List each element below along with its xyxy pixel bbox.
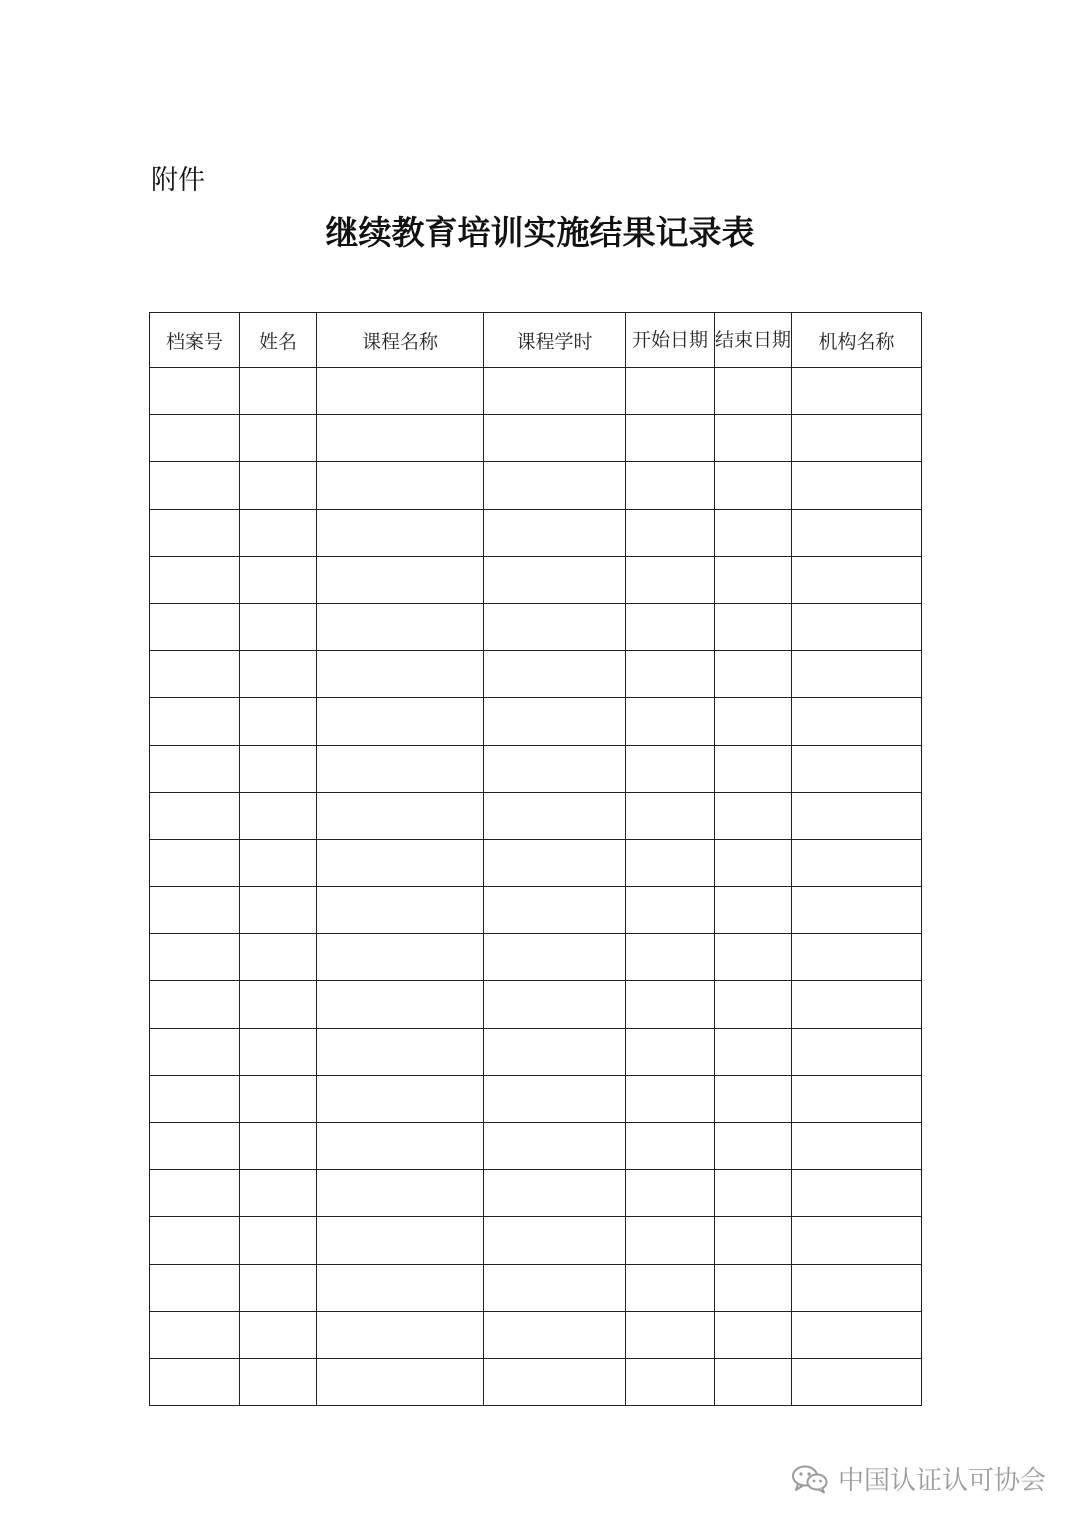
table-cell[interactable]	[792, 1028, 922, 1075]
table-cell[interactable]	[317, 1028, 484, 1075]
table-cell[interactable]	[317, 462, 484, 509]
table-cell[interactable]	[240, 1075, 317, 1122]
table-cell[interactable]	[715, 651, 792, 698]
table-row	[150, 1264, 922, 1311]
table-cell[interactable]	[150, 368, 240, 415]
table-cell[interactable]	[240, 839, 317, 886]
table-cell[interactable]	[150, 792, 240, 839]
table-cell[interactable]	[240, 1217, 317, 1264]
table-cell[interactable]	[150, 415, 240, 462]
table-cell[interactable]	[626, 1075, 715, 1122]
table-cell[interactable]	[240, 368, 317, 415]
table-cell[interactable]	[317, 698, 484, 745]
table-row	[150, 839, 922, 886]
table-cell[interactable]	[484, 556, 626, 603]
table-cell[interactable]	[715, 556, 792, 603]
table-cell[interactable]	[484, 745, 626, 792]
table-cell[interactable]	[626, 887, 715, 934]
table-row	[150, 1123, 922, 1170]
table-cell[interactable]	[484, 1358, 626, 1405]
table-cell[interactable]	[317, 934, 484, 981]
table-cell[interactable]	[792, 1311, 922, 1358]
table-cell[interactable]	[626, 415, 715, 462]
table-row	[150, 934, 922, 981]
table-cell[interactable]	[150, 651, 240, 698]
table-cell[interactable]	[317, 839, 484, 886]
table-cell[interactable]	[484, 651, 626, 698]
table-cell[interactable]	[715, 462, 792, 509]
table-cell[interactable]	[484, 1028, 626, 1075]
table-cell[interactable]	[240, 1264, 317, 1311]
table-cell[interactable]	[626, 462, 715, 509]
table-cell[interactable]	[792, 1264, 922, 1311]
table-cell[interactable]	[240, 509, 317, 556]
table-cell[interactable]	[626, 1311, 715, 1358]
table-cell[interactable]	[484, 934, 626, 981]
table-cell[interactable]	[150, 462, 240, 509]
table-cell[interactable]	[240, 1170, 317, 1217]
table-cell[interactable]	[150, 1358, 240, 1405]
table-cell[interactable]	[150, 1028, 240, 1075]
table-cell[interactable]	[240, 698, 317, 745]
table-cell[interactable]	[317, 1264, 484, 1311]
table-cell[interactable]	[626, 792, 715, 839]
table-cell[interactable]	[484, 698, 626, 745]
table-cell[interactable]	[715, 698, 792, 745]
table-cell[interactable]	[626, 1217, 715, 1264]
table-row	[150, 1075, 922, 1122]
table-cell[interactable]	[484, 368, 626, 415]
table-cell[interactable]	[715, 1311, 792, 1358]
table-cell[interactable]	[626, 603, 715, 650]
table-cell[interactable]	[240, 981, 317, 1028]
table-cell[interactable]	[150, 1075, 240, 1122]
table-cell[interactable]	[317, 745, 484, 792]
table-cell[interactable]	[792, 934, 922, 981]
table-cell[interactable]	[792, 1217, 922, 1264]
table-cell[interactable]	[150, 556, 240, 603]
table-row	[150, 603, 922, 650]
table-cell[interactable]	[715, 981, 792, 1028]
table-cell[interactable]	[150, 1170, 240, 1217]
table-cell[interactable]	[317, 1123, 484, 1170]
table-cell[interactable]	[792, 509, 922, 556]
table-cell[interactable]	[484, 1311, 626, 1358]
table-row	[150, 1170, 922, 1217]
table-cell[interactable]	[240, 556, 317, 603]
table-cell[interactable]	[317, 981, 484, 1028]
table-cell[interactable]	[240, 1123, 317, 1170]
table-cell[interactable]	[317, 1217, 484, 1264]
table-cell[interactable]	[715, 368, 792, 415]
table-cell[interactable]	[715, 1075, 792, 1122]
table-cell[interactable]	[626, 698, 715, 745]
table-cell[interactable]	[317, 651, 484, 698]
wechat-icon	[790, 1464, 830, 1494]
table-cell[interactable]	[715, 792, 792, 839]
watermark-text: 中国认证认可协会	[837, 1466, 1046, 1496]
table-cell[interactable]	[317, 1075, 484, 1122]
table-cell[interactable]	[150, 1311, 240, 1358]
table-cell[interactable]	[240, 462, 317, 509]
table-header-row	[150, 313, 922, 368]
table-cell[interactable]	[484, 1264, 626, 1311]
table-cell[interactable]	[715, 1217, 792, 1264]
table-cell[interactable]	[626, 1358, 715, 1405]
table-cell[interactable]	[792, 792, 922, 839]
table-cell[interactable]	[792, 603, 922, 650]
table-cell[interactable]	[626, 1170, 715, 1217]
table-cell[interactable]	[626, 509, 715, 556]
column-header-institution-name: 机构名称	[792, 313, 922, 368]
table-body	[150, 368, 922, 1406]
table-cell[interactable]	[150, 934, 240, 981]
table-row	[150, 1358, 922, 1405]
table-row	[150, 792, 922, 839]
table-row	[150, 556, 922, 603]
table-cell[interactable]	[792, 698, 922, 745]
table-cell[interactable]	[715, 887, 792, 934]
table-cell[interactable]	[240, 745, 317, 792]
table-cell[interactable]	[150, 981, 240, 1028]
page-title: 继续教育培训实施结果记录表	[325, 213, 755, 252]
table-cell[interactable]	[317, 603, 484, 650]
table-cell[interactable]	[792, 1075, 922, 1122]
table-cell[interactable]	[150, 839, 240, 886]
table-cell[interactable]	[626, 651, 715, 698]
table-cell[interactable]	[484, 792, 626, 839]
column-header-start-date: 开始日期	[626, 313, 715, 368]
table-cell[interactable]	[715, 745, 792, 792]
table-cell[interactable]	[626, 368, 715, 415]
table-cell[interactable]	[792, 1170, 922, 1217]
table-cell[interactable]	[317, 556, 484, 603]
table-cell[interactable]	[484, 462, 626, 509]
table-cell[interactable]	[792, 1358, 922, 1405]
table-cell[interactable]	[150, 887, 240, 934]
table-cell[interactable]	[240, 934, 317, 981]
column-header-course-name: 课程名称	[317, 313, 484, 368]
watermark	[790, 1460, 1046, 1497]
table-cell[interactable]	[626, 981, 715, 1028]
table-cell[interactable]	[317, 1311, 484, 1358]
table-cell[interactable]	[792, 1123, 922, 1170]
table-cell[interactable]	[792, 651, 922, 698]
table-cell[interactable]	[484, 1123, 626, 1170]
table-row	[150, 462, 922, 509]
table-cell[interactable]	[484, 887, 626, 934]
table-cell[interactable]	[792, 839, 922, 886]
table-cell[interactable]	[715, 1123, 792, 1170]
table-cell[interactable]	[150, 745, 240, 792]
table-cell[interactable]	[484, 981, 626, 1028]
table-cell[interactable]	[792, 462, 922, 509]
column-header-course-hours: 课程学时	[484, 313, 626, 368]
table-cell[interactable]	[240, 1028, 317, 1075]
table-cell[interactable]	[715, 603, 792, 650]
table-cell[interactable]	[792, 556, 922, 603]
table-cell[interactable]	[317, 887, 484, 934]
table-row	[150, 981, 922, 1028]
column-header-file-no: 档案号	[150, 313, 240, 368]
table-cell[interactable]	[715, 1028, 792, 1075]
table-cell[interactable]	[317, 1170, 484, 1217]
table-row	[150, 745, 922, 792]
table-cell[interactable]	[317, 1358, 484, 1405]
table-row	[150, 887, 922, 934]
table-row	[150, 651, 922, 698]
table-cell[interactable]	[484, 1075, 626, 1122]
table-cell[interactable]	[792, 887, 922, 934]
table-cell[interactable]	[715, 934, 792, 981]
table-cell[interactable]	[715, 415, 792, 462]
table-cell[interactable]	[240, 792, 317, 839]
table-row	[150, 1217, 922, 1264]
table-row	[150, 1311, 922, 1358]
table-cell[interactable]	[150, 1123, 240, 1170]
table-cell[interactable]	[240, 415, 317, 462]
table-cell[interactable]	[792, 981, 922, 1028]
table-row	[150, 509, 922, 556]
table-row	[150, 698, 922, 745]
table-cell[interactable]	[626, 934, 715, 981]
table-cell[interactable]	[150, 1217, 240, 1264]
table-cell[interactable]	[715, 1358, 792, 1405]
table-cell[interactable]	[484, 603, 626, 650]
table-cell[interactable]	[484, 1170, 626, 1217]
table-cell[interactable]	[715, 509, 792, 556]
table-cell[interactable]	[150, 509, 240, 556]
table-cell[interactable]	[240, 651, 317, 698]
table-cell[interactable]	[626, 1123, 715, 1170]
record-table	[149, 312, 922, 1406]
table-cell[interactable]	[626, 839, 715, 886]
column-header-end-date: 结束日期	[715, 313, 792, 368]
table-cell[interactable]	[715, 1264, 792, 1311]
table-cell[interactable]	[792, 745, 922, 792]
table-cell[interactable]	[792, 415, 922, 462]
column-header-name: 姓名	[240, 313, 317, 368]
table-cell[interactable]	[240, 603, 317, 650]
table-cell[interactable]	[715, 1170, 792, 1217]
table-cell[interactable]	[317, 368, 484, 415]
table-row	[150, 368, 922, 415]
table-cell[interactable]	[240, 887, 317, 934]
table-cell[interactable]	[484, 839, 626, 886]
table-cell[interactable]	[240, 1311, 317, 1358]
table-cell[interactable]	[317, 792, 484, 839]
table-cell[interactable]	[150, 1264, 240, 1311]
table-cell[interactable]	[150, 603, 240, 650]
table-cell[interactable]	[317, 509, 484, 556]
attachment-label: 附件	[151, 165, 205, 196]
table-cell[interactable]	[317, 415, 484, 462]
table-row	[150, 1028, 922, 1075]
table-cell[interactable]	[484, 1217, 626, 1264]
table-cell[interactable]	[150, 698, 240, 745]
table-cell[interactable]	[484, 509, 626, 556]
table-cell[interactable]	[626, 556, 715, 603]
table-cell[interactable]	[626, 745, 715, 792]
table-cell[interactable]	[792, 368, 922, 415]
table-cell[interactable]	[484, 415, 626, 462]
table-cell[interactable]	[626, 1028, 715, 1075]
table-row	[150, 415, 922, 462]
table-cell[interactable]	[240, 1358, 317, 1405]
table-cell[interactable]	[715, 839, 792, 886]
table-cell[interactable]	[626, 1264, 715, 1311]
